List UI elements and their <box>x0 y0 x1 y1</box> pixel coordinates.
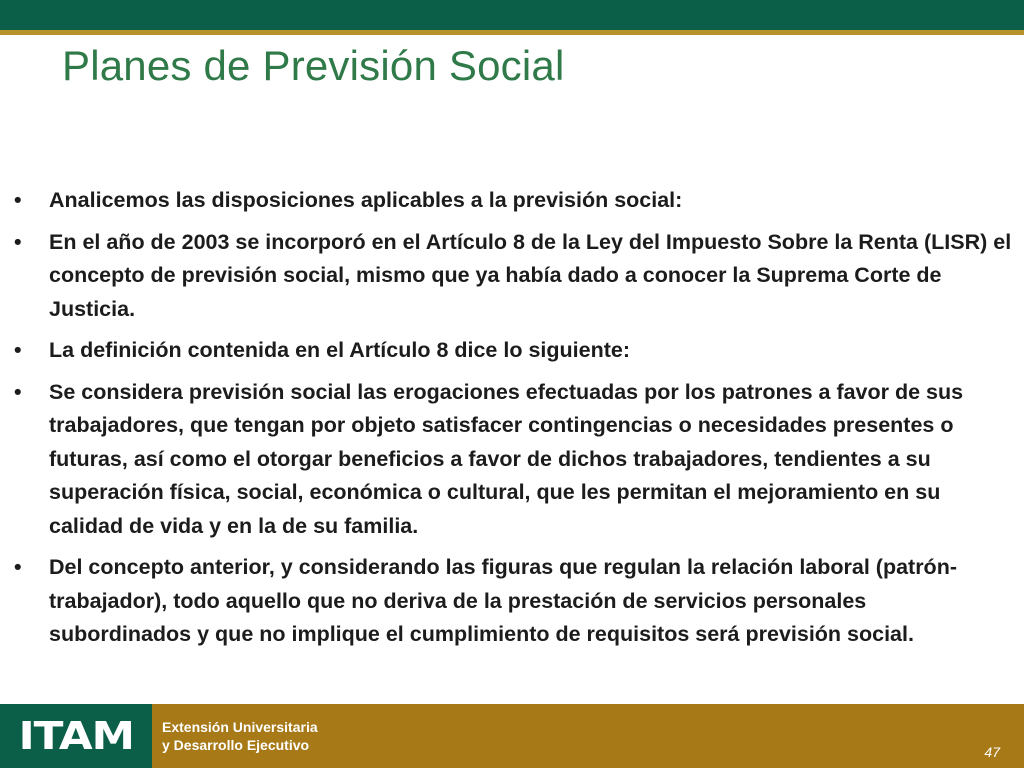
logo-text: ITAM <box>18 714 134 758</box>
bullet-item <box>14 376 1014 544</box>
bullet-text: Del concepto anterior, y considerando las figuras que regulan la relación laboral (patrón-trabajador), todo aquello que no deriva de la prestación de servicios personales subordinados y que no implique el cumplimiento de requisitos será previsión social. <box>49 555 957 646</box>
extension-label <box>162 718 318 754</box>
bullet-dot: • <box>14 338 22 362</box>
slide-title: Planes de Previsión Social <box>62 42 565 89</box>
bullet-dot: • <box>14 188 22 212</box>
footer-bar <box>0 704 1024 768</box>
page-number: 47 <box>984 744 1000 760</box>
bullet-text: La definición contenida en el Artículo 8 dice lo siguiente: <box>49 338 630 362</box>
bullet-item <box>14 551 1014 652</box>
bullet-item <box>14 184 1014 218</box>
extension-line-1: Extensión Universitaria <box>162 719 318 735</box>
bullet-item <box>14 334 1014 368</box>
extension-line-2: y Desarrollo Ejecutivo <box>162 737 310 753</box>
top-bar <box>0 0 1024 30</box>
bullet-dot: • <box>14 555 22 579</box>
bullet-text: Analicemos las disposiciones aplicables a la previsión social: <box>49 188 683 212</box>
top-stripe <box>0 30 1024 35</box>
bullet-dot: • <box>14 379 22 404</box>
itam-logo <box>0 704 152 768</box>
bullet-text: Se considera previsión social las erogaciones efectuadas por los patrones a favor de sus trabajadores, que tengan por objeto satisfacer contingencias o necesidades presentes o futuras, así como el otorgar beneficios a favor de dichos trabajadores, tendientes a su superación física, social, económica o cultural, que les permitan el mejoramiento en su calidad de vida y en la de su familia. <box>49 379 964 538</box>
bullet-dot: • <box>14 229 22 254</box>
bullet-text: En el año de 2003 se incorporó en el Artículo 8 de la Ley del Impuesto Sobre la Renta (LISR) el concepto de previsión social, mismo que ya había dado a conocer la Suprema Corte de Justicia. <box>49 229 1012 321</box>
bullet-item <box>14 226 1014 327</box>
bullet-list <box>14 184 1014 660</box>
